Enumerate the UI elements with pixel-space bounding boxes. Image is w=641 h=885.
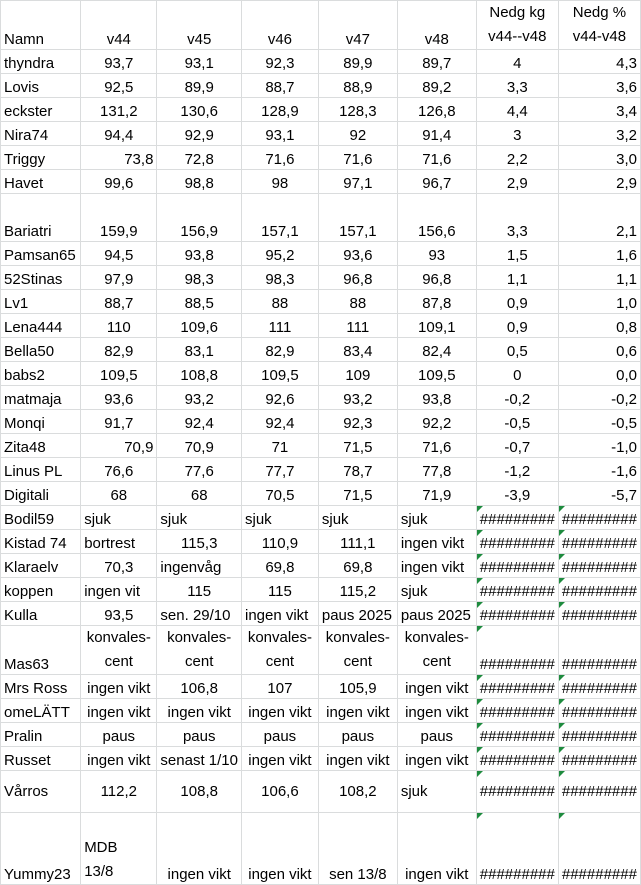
week-cell[interactable]: 92,6 bbox=[241, 386, 318, 410]
week-cell[interactable]: 91,7 bbox=[81, 410, 157, 434]
week-cell[interactable]: sen. 29/10 bbox=[157, 602, 242, 626]
loss-pct-cell[interactable]: 3,6 bbox=[558, 74, 640, 98]
week-cell[interactable] bbox=[157, 626, 242, 675]
week-cell[interactable]: 76,6 bbox=[81, 458, 157, 482]
week-cell[interactable]: 71,6 bbox=[318, 146, 397, 170]
loss-pct-cell[interactable]: 0,0 bbox=[558, 362, 640, 386]
header-loss-pct-line2: v44-v48 bbox=[572, 28, 627, 45]
week-cell[interactable]: 83,1 bbox=[157, 338, 242, 362]
week-cell[interactable]: 126,8 bbox=[397, 98, 476, 122]
name-cell[interactable]: Mas63 bbox=[1, 626, 81, 675]
name-cell[interactable]: Bariatri bbox=[1, 194, 81, 242]
week-cell[interactable]: 94,5 bbox=[81, 242, 157, 266]
week-cell[interactable]: 98,3 bbox=[157, 266, 242, 290]
week-cell[interactable]: 71 bbox=[241, 434, 318, 458]
week-cell[interactable]: 156,6 bbox=[397, 194, 476, 242]
week-cell-line: konvales- bbox=[86, 629, 151, 646]
table-row bbox=[1, 626, 641, 675]
week-cell[interactable]: ingen vikt bbox=[397, 813, 476, 885]
week-cell[interactable]: 92,5 bbox=[81, 74, 157, 98]
name-cell[interactable]: omeLÄTT bbox=[1, 699, 81, 723]
week-cell[interactable]: 92,4 bbox=[157, 410, 242, 434]
name-cell[interactable]: Nira74 bbox=[1, 122, 81, 146]
loss-kg-cell[interactable]: ######### bbox=[476, 626, 558, 675]
loss-pct-cell[interactable]: ######### bbox=[558, 723, 640, 747]
week-cell[interactable]: bortrest bbox=[81, 530, 157, 554]
table-row bbox=[1, 314, 641, 338]
week-cell[interactable]: ingen vikt bbox=[241, 602, 318, 626]
loss-pct-cell[interactable]: ######### bbox=[558, 813, 640, 885]
week-cell[interactable]: 77,7 bbox=[241, 458, 318, 482]
loss-kg-cell[interactable]: ######### bbox=[476, 747, 558, 771]
week-cell[interactable]: 77,6 bbox=[157, 458, 242, 482]
week-cell[interactable]: 115,3 bbox=[157, 530, 242, 554]
week-cell[interactable] bbox=[241, 626, 318, 675]
name-cell[interactable]: Zita48 bbox=[1, 434, 81, 458]
week-cell[interactable]: 98,8 bbox=[157, 170, 242, 194]
name-cell[interactable]: babs2 bbox=[1, 362, 81, 386]
week-cell[interactable]: 69,8 bbox=[241, 554, 318, 578]
name-cell[interactable]: Lovis bbox=[1, 74, 81, 98]
loss-kg-cell[interactable]: ######### bbox=[476, 554, 558, 578]
week-cell[interactable]: 98 bbox=[241, 170, 318, 194]
loss-kg-cell[interactable]: ######### bbox=[476, 578, 558, 602]
name-cell[interactable]: Mrs Ross bbox=[1, 675, 81, 699]
week-cell[interactable]: 68 bbox=[81, 482, 157, 506]
week-cell[interactable]: 82,9 bbox=[81, 338, 157, 362]
loss-kg-cell[interactable]: 0 bbox=[476, 362, 558, 386]
loss-pct-cell[interactable]: -0,2 bbox=[558, 386, 640, 410]
header-week[interactable]: v46 bbox=[241, 1, 318, 50]
week-cell[interactable]: 83,4 bbox=[318, 338, 397, 362]
week-cell[interactable]: 96,7 bbox=[397, 170, 476, 194]
loss-pct-cell[interactable]: -0,5 bbox=[558, 410, 640, 434]
loss-pct-cell[interactable]: ######### bbox=[558, 506, 640, 530]
name-cell[interactable]: Pralin bbox=[1, 723, 81, 747]
table-row bbox=[1, 675, 641, 699]
name-cell[interactable]: eckster bbox=[1, 98, 81, 122]
week-cell[interactable]: ingen vikt bbox=[397, 747, 476, 771]
week-cell[interactable]: 109,5 bbox=[81, 362, 157, 386]
week-cell[interactable]: 115 bbox=[241, 578, 318, 602]
name-cell[interactable]: Triggy bbox=[1, 146, 81, 170]
table-row bbox=[1, 146, 641, 170]
week-cell[interactable]: 157,1 bbox=[318, 194, 397, 242]
header-week[interactable]: v48 bbox=[397, 1, 476, 50]
header-loss-kg-line2: v44--v48 bbox=[488, 28, 547, 45]
week-cell-line: 13/8 bbox=[84, 863, 114, 880]
week-cell[interactable]: 93,8 bbox=[157, 242, 242, 266]
loss-pct-cell[interactable]: 0,8 bbox=[558, 314, 640, 338]
week-cell[interactable]: paus 2025 bbox=[318, 602, 397, 626]
week-cell[interactable]: 89,7 bbox=[397, 50, 476, 74]
loss-pct-cell[interactable]: ######### bbox=[558, 675, 640, 699]
loss-kg-cell[interactable]: ######### bbox=[476, 506, 558, 530]
week-cell[interactable]: 92,4 bbox=[241, 410, 318, 434]
week-cell[interactable]: 88 bbox=[318, 290, 397, 314]
loss-pct-cell[interactable]: ######### bbox=[558, 530, 640, 554]
table-row bbox=[1, 98, 641, 122]
name-cell[interactable]: koppen bbox=[1, 578, 81, 602]
loss-pct-cell[interactable]: 0,6 bbox=[558, 338, 640, 362]
loss-kg-cell[interactable]: 3,3 bbox=[476, 74, 558, 98]
table-row bbox=[1, 506, 641, 530]
table-row bbox=[1, 50, 641, 74]
week-cell[interactable]: 82,4 bbox=[397, 338, 476, 362]
loss-pct-cell[interactable]: ######### bbox=[558, 626, 640, 675]
table-row bbox=[1, 386, 641, 410]
table-row bbox=[1, 530, 641, 554]
week-cell[interactable]: 112,2 bbox=[81, 771, 157, 813]
loss-kg-cell[interactable]: ######### bbox=[476, 699, 558, 723]
week-cell[interactable]: 89,9 bbox=[157, 74, 242, 98]
table-row bbox=[1, 242, 641, 266]
header-row bbox=[1, 1, 641, 50]
loss-kg-cell[interactable]: 3,3 bbox=[476, 194, 558, 242]
loss-kg-cell[interactable]: ######### bbox=[476, 771, 558, 813]
week-cell[interactable]: 91,4 bbox=[397, 122, 476, 146]
week-cell[interactable]: 77,8 bbox=[397, 458, 476, 482]
week-cell[interactable]: 71,6 bbox=[397, 434, 476, 458]
week-cell-line: konvales- bbox=[325, 629, 390, 646]
loss-kg-cell[interactable]: ######### bbox=[476, 675, 558, 699]
loss-pct-cell[interactable]: -1,6 bbox=[558, 458, 640, 482]
week-cell[interactable]: 82,9 bbox=[241, 338, 318, 362]
name-cell[interactable]: 52Stinas bbox=[1, 266, 81, 290]
loss-kg-cell[interactable]: ######### bbox=[476, 530, 558, 554]
table-row bbox=[1, 554, 641, 578]
table-row bbox=[1, 434, 641, 458]
name-cell[interactable]: Vårros bbox=[1, 771, 81, 813]
week-cell[interactable]: 108,8 bbox=[157, 771, 242, 813]
table-row bbox=[1, 362, 641, 386]
week-cell[interactable]: ingen vikt bbox=[241, 813, 318, 885]
table-row bbox=[1, 723, 641, 747]
week-cell[interactable]: ingen vikt bbox=[397, 699, 476, 723]
week-cell[interactable]: sjuk bbox=[397, 578, 476, 602]
week-cell[interactable]: 70,3 bbox=[81, 554, 157, 578]
loss-pct-cell[interactable]: -5,7 bbox=[558, 482, 640, 506]
week-cell[interactable]: 89,2 bbox=[397, 74, 476, 98]
week-cell[interactable]: paus bbox=[157, 723, 242, 747]
week-cell[interactable]: 92,3 bbox=[241, 50, 318, 74]
week-cell[interactable]: 105,9 bbox=[318, 675, 397, 699]
week-cell-line: konvales- bbox=[404, 629, 469, 646]
week-cell[interactable]: 88,7 bbox=[81, 290, 157, 314]
week-cell[interactable]: 115 bbox=[157, 578, 242, 602]
loss-pct-cell[interactable]: -1,0 bbox=[558, 434, 640, 458]
week-cell[interactable]: 109,1 bbox=[397, 314, 476, 338]
week-cell[interactable]: 88,9 bbox=[318, 74, 397, 98]
week-cell[interactable]: ingen vikt bbox=[241, 699, 318, 723]
week-cell[interactable]: 110,9 bbox=[241, 530, 318, 554]
loss-pct-cell[interactable]: ######### bbox=[558, 602, 640, 626]
week-cell[interactable]: 71,6 bbox=[397, 146, 476, 170]
week-cell[interactable]: sjuk bbox=[397, 506, 476, 530]
week-cell[interactable]: ingen vikt bbox=[397, 530, 476, 554]
loss-pct-cell[interactable]: 4,3 bbox=[558, 50, 640, 74]
week-cell[interactable]: 71,6 bbox=[241, 146, 318, 170]
loss-kg-cell[interactable]: 4,4 bbox=[476, 98, 558, 122]
week-cell[interactable]: 93,1 bbox=[241, 122, 318, 146]
week-cell[interactable]: paus bbox=[81, 723, 157, 747]
loss-pct-cell[interactable]: ######### bbox=[558, 747, 640, 771]
week-cell[interactable]: 89,9 bbox=[318, 50, 397, 74]
week-cell[interactable]: 94,4 bbox=[81, 122, 157, 146]
loss-kg-cell[interactable]: 4 bbox=[476, 50, 558, 74]
week-cell[interactable]: ingen vikt bbox=[157, 699, 242, 723]
loss-kg-cell[interactable]: -0,5 bbox=[476, 410, 558, 434]
header-loss-kg-line1: Nedg kg bbox=[489, 4, 546, 21]
week-cell[interactable]: 108,8 bbox=[157, 362, 242, 386]
week-cell-line: MDB bbox=[84, 839, 118, 856]
week-cell[interactable] bbox=[397, 626, 476, 675]
week-cell[interactable]: 128,9 bbox=[241, 98, 318, 122]
week-cell-line: cent bbox=[104, 653, 133, 670]
week-cell[interactable]: sjuk bbox=[397, 771, 476, 813]
week-cell[interactable]: 87,8 bbox=[397, 290, 476, 314]
week-cell[interactable]: 96,8 bbox=[318, 266, 397, 290]
week-cell[interactable]: sen 13/8 bbox=[318, 813, 397, 885]
week-cell[interactable]: 73,8 bbox=[81, 146, 157, 170]
week-cell[interactable]: 93,6 bbox=[81, 386, 157, 410]
week-cell[interactable]: 130,6 bbox=[157, 98, 242, 122]
week-cell[interactable]: 71,9 bbox=[397, 482, 476, 506]
week-cell[interactable]: 111 bbox=[318, 314, 397, 338]
loss-kg-cell[interactable]: -0,7 bbox=[476, 434, 558, 458]
table-row bbox=[1, 747, 641, 771]
table-row bbox=[1, 602, 641, 626]
table-row bbox=[1, 482, 641, 506]
loss-kg-cell[interactable]: -0,2 bbox=[476, 386, 558, 410]
name-cell[interactable]: thyndra bbox=[1, 50, 81, 74]
loss-pct-cell[interactable]: 1,1 bbox=[558, 266, 640, 290]
week-cell[interactable]: 92,9 bbox=[157, 122, 242, 146]
week-cell[interactable]: 93,1 bbox=[157, 50, 242, 74]
table-row bbox=[1, 194, 641, 242]
loss-pct-cell[interactable]: 2,1 bbox=[558, 194, 640, 242]
table-row bbox=[1, 771, 641, 813]
week-cell[interactable] bbox=[81, 626, 157, 675]
week-cell[interactable]: 70,9 bbox=[81, 434, 157, 458]
week-cell[interactable]: ingen vikt bbox=[241, 747, 318, 771]
header-loss-pct[interactable] bbox=[558, 1, 640, 50]
week-cell[interactable]: ingen vikt bbox=[397, 675, 476, 699]
week-cell[interactable]: 107 bbox=[241, 675, 318, 699]
week-cell[interactable]: 93,6 bbox=[318, 242, 397, 266]
loss-pct-cell[interactable]: ######### bbox=[558, 554, 640, 578]
week-cell[interactable]: paus bbox=[318, 723, 397, 747]
header-name[interactable]: Namn bbox=[1, 1, 81, 50]
week-cell[interactable]: ingen vit bbox=[81, 578, 157, 602]
loss-pct-cell[interactable]: 3,4 bbox=[558, 98, 640, 122]
name-cell[interactable]: Linus PL bbox=[1, 458, 81, 482]
week-cell[interactable] bbox=[318, 626, 397, 675]
header-loss-kg[interactable] bbox=[476, 1, 558, 50]
week-cell[interactable]: ingen vikt bbox=[81, 675, 157, 699]
week-cell[interactable]: 70,5 bbox=[241, 482, 318, 506]
loss-kg-cell[interactable]: 2,2 bbox=[476, 146, 558, 170]
week-cell[interactable]: 106,6 bbox=[241, 771, 318, 813]
week-cell-line: cent bbox=[185, 653, 214, 670]
name-cell[interactable]: Lena444 bbox=[1, 314, 81, 338]
loss-kg-cell[interactable]: 0,5 bbox=[476, 338, 558, 362]
week-cell[interactable]: 157,1 bbox=[241, 194, 318, 242]
week-cell[interactable]: 156,9 bbox=[157, 194, 242, 242]
week-cell[interactable]: ingen vikt bbox=[81, 747, 157, 771]
week-cell[interactable]: 70,9 bbox=[157, 434, 242, 458]
name-cell[interactable]: Kistad 74 bbox=[1, 530, 81, 554]
week-cell[interactable]: 71,5 bbox=[318, 434, 397, 458]
loss-kg-cell[interactable]: 1,1 bbox=[476, 266, 558, 290]
week-cell[interactable]: ingen vikt bbox=[81, 699, 157, 723]
week-cell[interactable]: 93,2 bbox=[318, 386, 397, 410]
week-cell[interactable]: 92,2 bbox=[397, 410, 476, 434]
week-cell[interactable]: sjuk bbox=[157, 506, 242, 530]
week-cell[interactable]: 95,2 bbox=[241, 242, 318, 266]
week-cell[interactable]: ingen vikt bbox=[318, 747, 397, 771]
week-cell[interactable]: 93,2 bbox=[157, 386, 242, 410]
week-cell[interactable]: 110 bbox=[81, 314, 157, 338]
header-week[interactable]: v47 bbox=[318, 1, 397, 50]
loss-kg-cell[interactable]: -3,9 bbox=[476, 482, 558, 506]
week-cell[interactable]: 115,2 bbox=[318, 578, 397, 602]
week-cell-line: konvales- bbox=[247, 629, 313, 646]
week-cell[interactable]: sjuk bbox=[241, 506, 318, 530]
week-cell[interactable]: ingenvåg bbox=[157, 554, 242, 578]
week-cell-line: konvales- bbox=[167, 629, 232, 646]
week-cell[interactable]: 96,8 bbox=[397, 266, 476, 290]
week-cell[interactable]: 92 bbox=[318, 122, 397, 146]
week-cell[interactable]: 111 bbox=[241, 314, 318, 338]
loss-pct-cell[interactable]: 3,0 bbox=[558, 146, 640, 170]
week-cell[interactable]: 93,8 bbox=[397, 386, 476, 410]
week-cell[interactable]: 98,3 bbox=[241, 266, 318, 290]
week-cell[interactable]: 78,7 bbox=[318, 458, 397, 482]
week-cell[interactable]: 88 bbox=[241, 290, 318, 314]
loss-pct-cell[interactable]: 2,9 bbox=[558, 170, 640, 194]
week-cell[interactable]: 109,5 bbox=[241, 362, 318, 386]
name-cell[interactable]: Lv1 bbox=[1, 290, 81, 314]
table-row bbox=[1, 122, 641, 146]
week-cell-line: cent bbox=[265, 653, 295, 670]
header-week[interactable]: v45 bbox=[157, 1, 242, 50]
table-row bbox=[1, 170, 641, 194]
name-cell[interactable]: Bodil59 bbox=[1, 506, 81, 530]
week-cell[interactable]: 128,3 bbox=[318, 98, 397, 122]
week-cell[interactable]: 108,2 bbox=[318, 771, 397, 813]
table-row bbox=[1, 338, 641, 362]
name-cell[interactable]: matmaja bbox=[1, 386, 81, 410]
name-cell[interactable]: Digitali bbox=[1, 482, 81, 506]
name-cell[interactable]: Klaraelv bbox=[1, 554, 81, 578]
week-cell[interactable]: 93 bbox=[397, 242, 476, 266]
week-cell[interactable]: paus bbox=[241, 723, 318, 747]
name-cell[interactable]: Russet bbox=[1, 747, 81, 771]
week-cell[interactable]: 109 bbox=[318, 362, 397, 386]
loss-pct-cell[interactable]: ######### bbox=[558, 771, 640, 813]
week-cell[interactable]: 71,5 bbox=[318, 482, 397, 506]
table-row bbox=[1, 699, 641, 723]
loss-kg-cell[interactable]: ######### bbox=[476, 813, 558, 885]
week-cell[interactable]: 88,7 bbox=[241, 74, 318, 98]
header-loss-pct-line1: Nedg % bbox=[572, 4, 627, 21]
week-cell[interactable]: 97,1 bbox=[318, 170, 397, 194]
week-cell[interactable]: 109,6 bbox=[157, 314, 242, 338]
name-cell[interactable]: Monqi bbox=[1, 410, 81, 434]
week-cell[interactable]: 131,2 bbox=[81, 98, 157, 122]
week-cell-line: cent bbox=[343, 653, 373, 670]
week-cell[interactable]: sjuk bbox=[81, 506, 157, 530]
loss-pct-cell[interactable]: ######### bbox=[558, 578, 640, 602]
week-cell[interactable]: 93,7 bbox=[81, 50, 157, 74]
loss-kg-cell[interactable]: 0,9 bbox=[476, 314, 558, 338]
week-cell[interactable]: 72,8 bbox=[157, 146, 242, 170]
week-cell[interactable]: 69,8 bbox=[318, 554, 397, 578]
table-row bbox=[1, 74, 641, 98]
loss-kg-cell[interactable]: ######### bbox=[476, 723, 558, 747]
week-cell[interactable]: 106,8 bbox=[157, 675, 242, 699]
week-cell[interactable]: 159,9 bbox=[81, 194, 157, 242]
header-week[interactable]: v44 bbox=[81, 1, 157, 50]
loss-pct-cell[interactable]: ######### bbox=[558, 699, 640, 723]
week-cell[interactable]: 88,5 bbox=[157, 290, 242, 314]
loss-pct-cell[interactable]: 1,6 bbox=[558, 242, 640, 266]
week-cell-line: cent bbox=[422, 653, 451, 670]
table-row bbox=[1, 266, 641, 290]
table-row bbox=[1, 410, 641, 434]
table-row bbox=[1, 458, 641, 482]
week-cell[interactable]: 109,5 bbox=[397, 362, 476, 386]
week-cell[interactable]: 93,5 bbox=[81, 602, 157, 626]
week-cell[interactable]: ingen vikt bbox=[157, 813, 242, 885]
loss-pct-cell[interactable]: 1,0 bbox=[558, 290, 640, 314]
week-cell[interactable]: 68 bbox=[157, 482, 242, 506]
loss-kg-cell[interactable]: 0,9 bbox=[476, 290, 558, 314]
loss-kg-cell[interactable]: -1,2 bbox=[476, 458, 558, 482]
loss-kg-cell[interactable]: ######### bbox=[476, 602, 558, 626]
table-row bbox=[1, 578, 641, 602]
week-cell[interactable]: 92,3 bbox=[318, 410, 397, 434]
week-cell[interactable]: sjuk bbox=[318, 506, 397, 530]
week-cell[interactable]: ingen vikt bbox=[318, 699, 397, 723]
loss-kg-cell[interactable]: 2,9 bbox=[476, 170, 558, 194]
name-cell[interactable]: Yummy23 bbox=[1, 813, 81, 885]
loss-pct-cell[interactable]: 3,2 bbox=[558, 122, 640, 146]
name-cell[interactable]: Bella50 bbox=[1, 338, 81, 362]
week-cell[interactable]: senast 1/10 bbox=[157, 747, 242, 771]
week-cell[interactable]: paus 2025 bbox=[397, 602, 476, 626]
week-cell[interactable]: 111,1 bbox=[318, 530, 397, 554]
name-cell[interactable]: Pamsan65 bbox=[1, 242, 81, 266]
table-row bbox=[1, 290, 641, 314]
week-cell[interactable]: ingen vikt bbox=[397, 554, 476, 578]
week-cell[interactable]: 99,6 bbox=[81, 170, 157, 194]
loss-kg-cell[interactable]: 3 bbox=[476, 122, 558, 146]
loss-kg-cell[interactable]: 1,5 bbox=[476, 242, 558, 266]
name-cell[interactable]: Kulla bbox=[1, 602, 81, 626]
week-cell[interactable]: paus bbox=[397, 723, 476, 747]
week-cell[interactable]: 97,9 bbox=[81, 266, 157, 290]
name-cell[interactable]: Havet bbox=[1, 170, 81, 194]
